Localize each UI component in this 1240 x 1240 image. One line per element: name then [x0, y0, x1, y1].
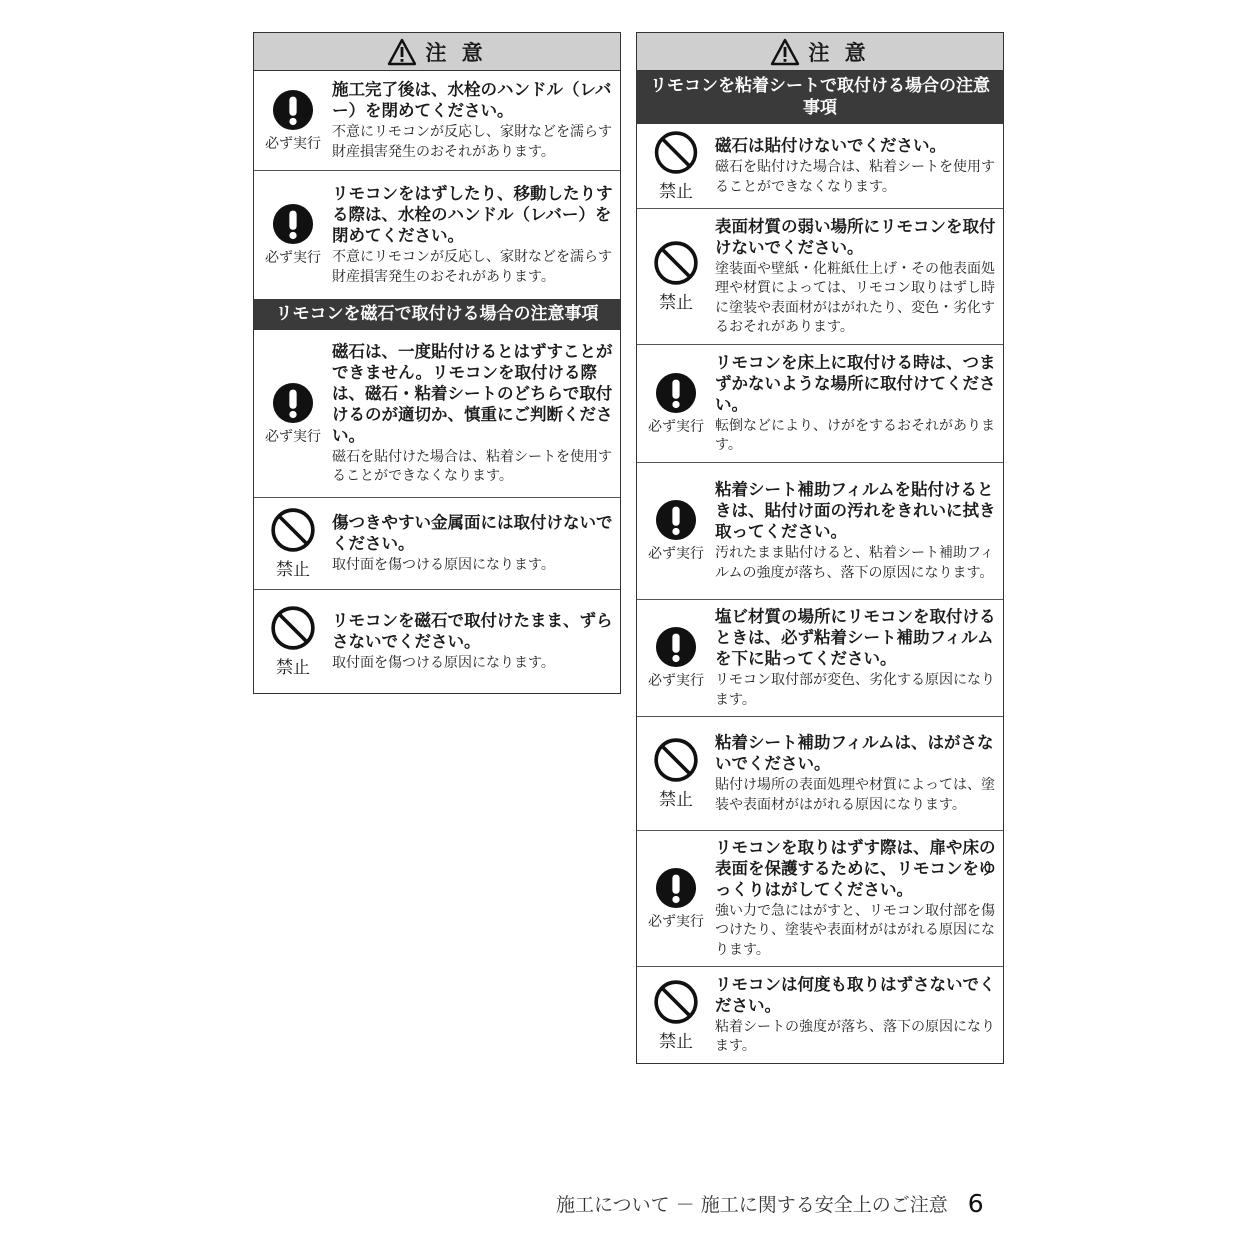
icon-column [637, 130, 715, 202]
item-title: 施工完了後は、水栓のハンドル（レバー）を閉めてください。 [332, 80, 612, 120]
item-description: 不意にリモコンが反応し、家財などを濡らす財産損害発生のおそれがあります。 [332, 249, 612, 285]
caution-header-label: 注 意 [425, 40, 487, 65]
item-text [715, 469, 999, 593]
warning-triangle-icon [770, 38, 800, 66]
must-do-label: 必ず実行 [265, 428, 321, 445]
icon-column [254, 504, 332, 583]
item-description: 取付面を傷つける原因になります。 [332, 556, 555, 573]
item-title: リモコンを磁石で取付けたまま、ずらさないでください。 [332, 610, 613, 651]
item-description: 粘着シートの強度が落ち、落下の原因になります。 [715, 1018, 995, 1054]
item-title: リモコンは何度も取りはずさないでください。 [715, 974, 996, 1015]
icon-column [637, 973, 715, 1057]
prohibited-label: 禁止 [659, 1031, 693, 1052]
section-title: リモコンを粘着シートで取付ける場合の注意事項 [637, 71, 1003, 124]
prohibited-label: 禁止 [659, 293, 693, 313]
exclamation-circle-icon [272, 89, 314, 131]
left-caution-panel [253, 32, 621, 694]
exclamation-circle-icon [655, 372, 697, 414]
prohibited-label: 禁止 [659, 790, 693, 810]
icon-column [254, 77, 332, 164]
prohibited-label: 禁止 [276, 560, 310, 580]
exclamation-circle-icon [272, 382, 314, 424]
item-description: 磁石を貼付けた場合は、粘着シートを使用することができなくなります。 [715, 159, 995, 195]
must-do-label: 必ず実行 [648, 913, 704, 930]
item-description: 取付面を傷つける原因になります。 [332, 654, 555, 671]
must-do-label: 必ず実行 [265, 135, 321, 152]
icon-column [637, 215, 715, 338]
icon-column [637, 723, 715, 824]
item-title: 表面材質の弱い場所にリモコンを取付けないでください。 [715, 216, 996, 257]
prohibited-label: 禁止 [276, 658, 310, 678]
item-description: 貼付け場所の表面処理や材質によっては、塗装や表面材がはがれる原因になります。 [715, 777, 995, 813]
item-text [715, 351, 999, 456]
section-title: リモコンを磁石で取付ける場合の注意事項 [254, 299, 620, 330]
caution-item [254, 498, 620, 590]
icon-column [254, 596, 332, 687]
item-description: 汚れたまま貼付けると、粘着シート補助フィルムの強度が落ち、落下の原因になります。 [715, 545, 994, 581]
item-description: 不意にリモコンが反応し、家財などを濡らす財産損害発生のおそれがあります。 [332, 124, 612, 160]
prohibition-circle-icon [653, 737, 699, 783]
page-footer [556, 1188, 984, 1218]
item-description: 転倒などにより、けがをするおそれがあります。 [715, 417, 995, 453]
must-do-label: 必ず実行 [265, 250, 321, 266]
item-title: 塩ビ材質の場所にリモコンを取付けるときは、必ず粘着シート補助フィルムを下に貼ってください。 [715, 607, 996, 668]
prohibition-circle-icon [653, 240, 699, 286]
prohibition-circle-icon [653, 979, 699, 1025]
item-list [254, 71, 620, 299]
item-text [715, 606, 999, 710]
caution-item [637, 124, 1003, 209]
prohibition-circle-icon [270, 507, 316, 553]
item-text [332, 336, 616, 491]
icon-column [254, 336, 332, 491]
caution-header [637, 33, 1003, 71]
exclamation-circle-icon [655, 626, 697, 668]
must-do-label: 必ず実行 [648, 546, 704, 562]
caution-item [637, 209, 1003, 345]
icon-column [637, 606, 715, 710]
item-title: リモコンを取りはずす際は、扉や床の表面を保護するために、リモコンをゆっくりはがしてください。 [715, 837, 996, 899]
caution-item [254, 590, 620, 693]
caution-item [254, 171, 620, 299]
exclamation-circle-icon [655, 867, 697, 909]
warning-triangle-icon [387, 38, 417, 66]
exclamation-circle-icon [655, 499, 697, 541]
item-text [715, 837, 999, 960]
item-description: リモコン取付部が変色、劣化する原因になります。 [715, 672, 995, 708]
footer-text: 施工について － 施工に関する安全上のご注意 [556, 1193, 948, 1216]
caution-header [254, 33, 620, 71]
caution-item [254, 71, 620, 171]
item-text [332, 77, 616, 164]
item-description: 強い力で急にはがすと、リモコン取付部を傷つけたり、塗装や表面材がはがれる原因になります。 [715, 902, 995, 958]
item-title: リモコンを床上に取付ける時は、つまずかないような場所に取付けてください。 [715, 352, 996, 414]
exclamation-circle-icon [272, 203, 314, 245]
item-text [715, 215, 999, 338]
item-title: リモコンをはずしたり、移動したりする際は、水栓のハンドル（レバー）を閉めてください。 [332, 184, 613, 245]
caution-item [637, 345, 1003, 463]
must-do-label: 必ず実行 [648, 418, 704, 435]
item-title: 粘着シート補助フィルムを貼付けるときは、貼付け面の汚れをきれいに拭き取ってください。 [715, 480, 996, 541]
caution-item [637, 831, 1003, 967]
item-text [332, 177, 616, 293]
item-text [332, 596, 616, 687]
must-do-label: 必ず実行 [648, 673, 704, 689]
prohibited-label: 禁止 [659, 182, 693, 202]
prohibition-circle-icon [270, 605, 316, 651]
icon-column [637, 351, 715, 456]
item-title: 粘着シート補助フィルムは、はがさないでください。 [715, 733, 994, 773]
item-title: 磁石は貼付けないでください。 [715, 136, 946, 155]
caution-item [637, 967, 1003, 1063]
icon-column [637, 469, 715, 593]
item-title: 磁石は、一度貼付けるとはずすことができません。リモコンを取付ける際は、磁石・粘着シートのどちらで取付けるのが適切か、慎重にご判断ください。 [332, 341, 613, 445]
item-text [715, 130, 999, 202]
caution-header-label: 注 意 [808, 40, 870, 65]
item-text [715, 973, 999, 1057]
item-title: 傷つきやすい金属面には取付けないでください。 [332, 512, 613, 553]
icon-column [254, 177, 332, 293]
caution-item [637, 717, 1003, 831]
item-text [715, 723, 999, 824]
prohibition-circle-icon [653, 130, 699, 175]
caution-item [637, 463, 1003, 600]
icon-column [637, 837, 715, 960]
item-description: 磁石を貼付けた場合は、粘着シートを使用することができなくなります。 [332, 448, 612, 484]
item-list [637, 124, 1003, 1063]
item-text [332, 504, 616, 583]
caution-item [637, 600, 1003, 717]
caution-item [254, 330, 620, 498]
item-description: 塗装面や壁紙・化粧紙仕上げ・その他表面処理や材質によっては、リモコン取りはずし時に塗装や表面材がはがれたり、変色・劣化するおそれがあります。 [715, 260, 995, 335]
item-list [254, 330, 620, 693]
right-caution-panel [636, 32, 1004, 1064]
page-number: 6 [967, 1188, 984, 1218]
